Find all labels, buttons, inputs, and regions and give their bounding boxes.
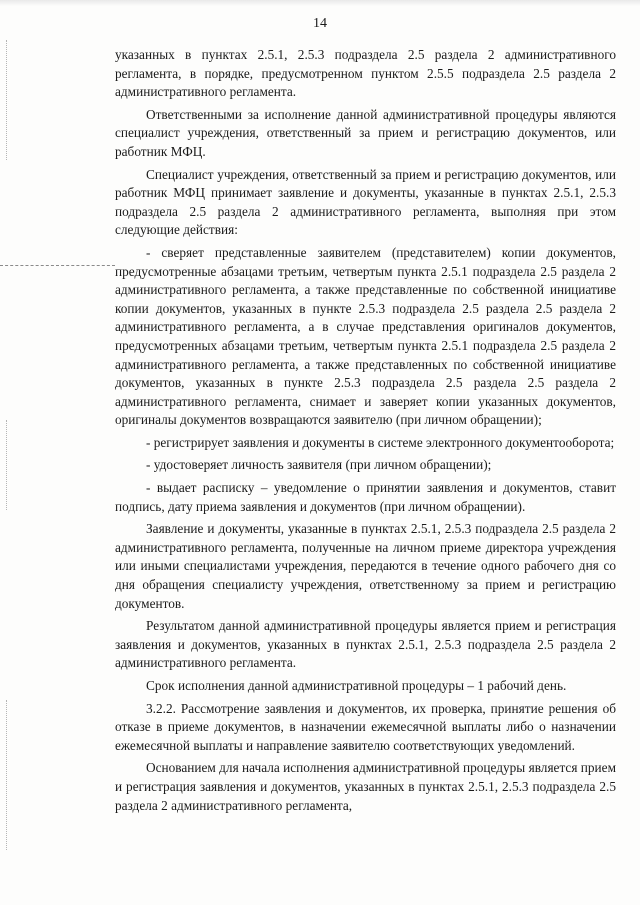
document-body [115, 46, 616, 819]
paragraph: Заявление и документы, указанные в пунктах 2.5.1, 2.5.3 подраздела 2.5 раздела 2 административного регламента, полученные на личном приеме директора учреждения или иными специалистами учреждения, передаются в течение одного рабочего дня со дня обращения специалисту учреждения, ответственному за прием и регистрацию документов. [115, 521, 616, 611]
list-item: - удостоверяет личность заявителя (при личном обращении); [146, 457, 492, 473]
paragraph: Результатом данной административной процедуры является прием и регистрация заявления и документов, указанных в пунктах 2.5.1, 2.5.3 подраздела 2.5 раздела 2 административного регламента. [115, 618, 616, 671]
paragraph: Основанием для начала исполнения административной процедуры является прием и регистрация заявления и документов, указанных в пунктах 2.5.1, 2.5.3 подраздела 2.5 раздела 2 административного регламента, [115, 760, 616, 813]
paragraph: Специалист учреждения, ответственный за прием и регистрацию документов, или работник МФЦ принимает заявление и документы, указанные в пунктах 2.5.1, 2.5.3 подраздела 2.5 раздела 2 административного регламента, выполняя при этом следующие действия: [115, 166, 616, 238]
section-heading-paragraph: 3.2.2. Рассмотрение заявления и документов, их проверка, принятие решения об отказе в приеме документов, в назначении ежемесячной выплаты либо о назначении ежемесячной выплаты и направление заявителю соответствующих уведомлений. [115, 700, 616, 753]
page-number: 14 [313, 16, 327, 31]
scan-edge-shadow [0, 0, 640, 6]
list-item: - сверяет представленные заявителем (представителем) копии документов, предусмотренные абзацами третьим, четвертым пункта 2.5.1 подраздела 2.5 раздела 2 административного регламента, а также представленные по собственной инициативе копии документов, указанных в пункте 2.5.3 подраздела 2.5 раздела 2.5 раздела 2 административного регламента, а в случае представления оригиналов документов, предусмотренных абзацами третьим, четвертым пункта 2.5.1 подраздела 2.5 раздела 2 административного регламента, а также представленных по собственной инициативе документов, указанных в пункте 2.5.3 подраздела 2.5 раздела 2.5 раздела 2 административного регламента, снимает и заверяет копии указанных документов, оригиналы документов возвращаются заявителю (при личном обращении); [115, 244, 616, 428]
margin-scan-marks [6, 40, 9, 160]
stray-scan-line [0, 265, 115, 266]
list-item: - выдает расписку – уведомление о принятии заявления и документов, ставит подпись, дату приема заявления и документов (при личном обращении). [115, 480, 616, 514]
margin-scan-marks [6, 420, 9, 510]
paragraph: указанных в пунктах 2.5.1, 2.5.3 подраздела 2.5 раздела 2 административного регламента, в порядке, предусмотренном пунктом 2.5.5 подраздела 2.5 раздела 2 административного регламента. [115, 47, 616, 100]
paragraph: Ответственными за исполнение данной административной процедуры являются специалист учреждения, ответственный за прием и регистрацию документов, или работник МФЦ. [115, 106, 616, 159]
margin-scan-marks [6, 700, 9, 850]
list-item: - регистрирует заявления и документы в системе электронного документооборота; [146, 434, 615, 450]
paragraph: Срок исполнения данной административной процедуры – 1 рабочий день. [146, 678, 567, 693]
